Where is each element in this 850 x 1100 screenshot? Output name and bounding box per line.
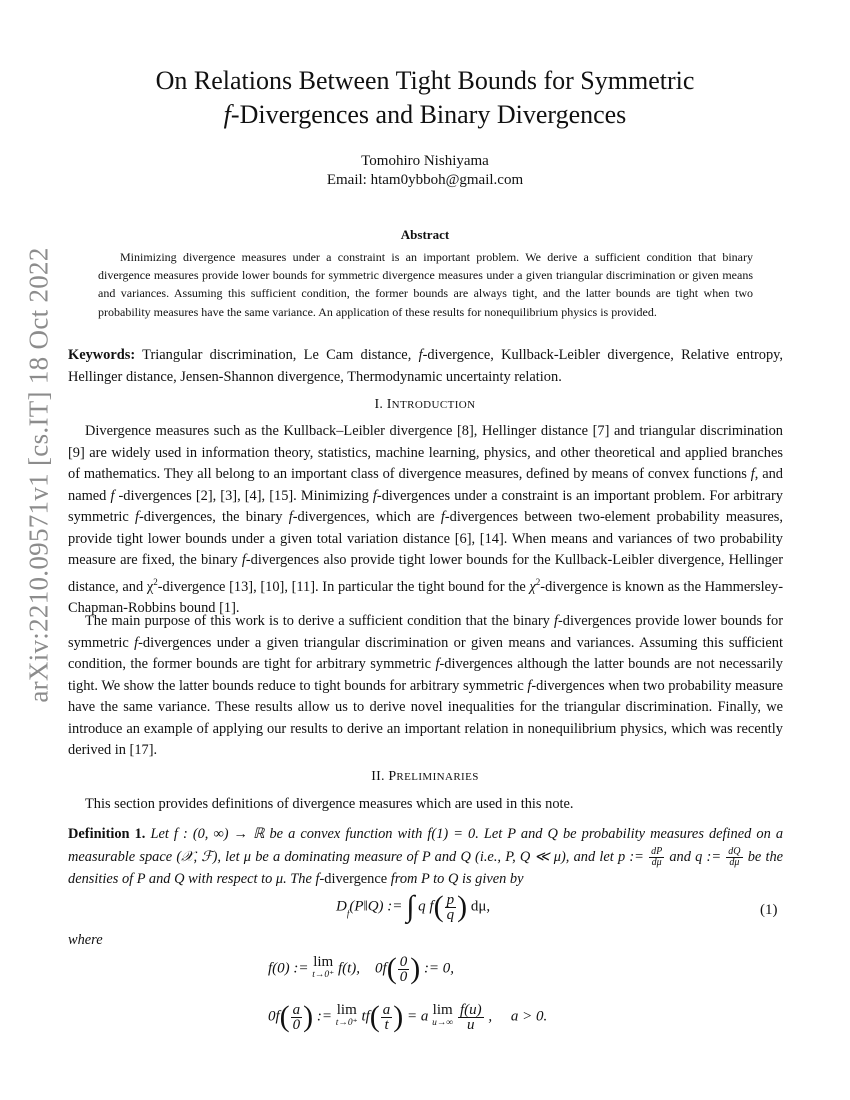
equation-0f-definition: 0f( $\frac{a}{0}$ ) := lim t→0⁺ tf( $\frac{a}{t}$ ) = a lim u→∞ $\frac{f(u)}{u}$ , a > 0. (268, 1000, 548, 1033)
abstract-heading: Abstract (400, 227, 450, 242)
preliminaries-paragraph: This section provides definitions of divergence measures which are used in this note. (85, 796, 574, 812)
title-line-2-text: -Divergences and Binary Divergences (230, 100, 627, 129)
keywords-text-1: Triangular discrimination, Le Cam distance, (135, 347, 419, 363)
equation-1-number: (1) (760, 902, 778, 918)
title-f-symbol: f (223, 100, 231, 129)
arxiv-identifier: arXiv:2210.09571v1 [cs.IT] 18 Oct 2022 (23, 247, 54, 703)
paper-title-line-1: On Relations Between Tight Bounds for Symmetric (155, 66, 695, 95)
definition-label: Definition 1. (68, 826, 146, 842)
author-email: Email: htam0ybboh@gmail.com (326, 172, 524, 188)
section-2-numeral: II. (371, 769, 389, 784)
paper-title-line-2 (0, 98, 850, 132)
keywords-label: Keywords: (68, 347, 136, 363)
equation-f0-definition: f(0) := lim t→0⁺ f(t), 0f( $\frac{0}{0}$ ) := 0, (268, 952, 455, 985)
section-2-rest: RELIMINARIES (396, 771, 479, 783)
definition-1: Definition 1. Let f : (0, ∞) → ℝ be a convex function with f(1) = 0. Let P and Q be probability measures defined on a measurable space (𝒳, ℱ), let μ be a dominating measure of P and Q (i.e., P, Q ≪ μ), and let p := $\frac{dP}{d\mu}$ and q := $\frac{dQ}{d\mu}$ be the densities of P and Q with respect to μ. The f-divergence from P to Q is given by (68, 826, 784, 887)
where-label: where (68, 932, 103, 948)
abstract-text: Minimizing divergence measures under a constraint is an important problem. We derive a sufficient condition that binary divergence measures provide lower bounds for symmetric divergence measures under a given triangular discrimination or given means and variances. Assuming this sufficient condition, the former bounds are always tight, and the latter bounds are tight when two probability measures have the same variance. An application of these results for nonequilibrium physics is provided. (98, 250, 753, 319)
keywords-f: f (418, 347, 423, 363)
section-heading-introduction (0, 397, 850, 413)
intro-paragraph-1: Divergence measures such as the Kullback–Leibler divergence [8], Hellinger distance [7] and triangular discrimination [9] are widely used in information theory, statistics, machine learning, physics, and other theoretical and applied branches of mathematics. They all belong to an important class of divergence measures, defined by means of convex functions f, and named f -divergences [2], [3], [4], [15]. Minimizing f-divergences under a constraint is an important problem. For arbitrary symmetric f-divergences, the binary f-divergences, which are f-divergences between two-element probability measures, provide tight lower bounds under a given total variation distance [6], [14]. When means and variances of two probability measure are fixed, the binary f-divergences also provide tight lower bounds for the Kullback-Leibler divergence, Hellinger distance, and $\chi^2$-divergence [13], [10], [11]. In particular the tight bound for the $\chi^2$-divergence is known as the Hammersley-Chapman-Robbins bound [1]. (68, 423, 783, 616)
keywords-text-2: -divergence, Kullback-Leibler divergence, Relative entropy, Hellinger distance, Jensen-Shannon divergence, Thermodynamic uncertainty relation. (68, 347, 783, 385)
dq-dmu-fraction: $\frac{dQ}{d\mu}$ (728, 845, 741, 868)
section-1-initial: I (386, 397, 392, 412)
keywords (68, 344, 783, 388)
equation-1: $D_f(P‖Q)$ := ∫ q f( $\frac{p}{q}$ ) dμ, (336, 890, 491, 923)
dp-dmu-fraction: $\frac{dP}{d\mu}$ (651, 845, 663, 868)
section-1-rest: NTRODUCTION (391, 399, 476, 411)
arxiv-sidebar (14, 150, 64, 800)
intro-paragraph-2: The main purpose of this work is to derive a sufficient condition that the binary f-divergences provide lower bounds for symmetric f-divergences under a given triangular discrimination or given means and variances. Assuming this sufficient condition, the former bounds are tight for arbitrary symmetric f-divergences although the latter bounds are not necessarily tight. We show the latter bounds reduce to tight bounds for arbitrary symmetric f-divergences when two probability measure have the same variance. These results allow us to derive novel inequalities for the triangular discrimination. Finally, we introduce an example of applying our results to derive an important relation in nonequilibrium physics, which was recently derived in [17]. (68, 613, 784, 758)
section-2-initial: P (388, 769, 397, 784)
author-name: Tomohiro Nishiyama (361, 153, 489, 169)
integral-symbol: ∫ (406, 890, 415, 923)
section-1-numeral: I. (374, 397, 387, 412)
section-heading-preliminaries (0, 769, 850, 785)
